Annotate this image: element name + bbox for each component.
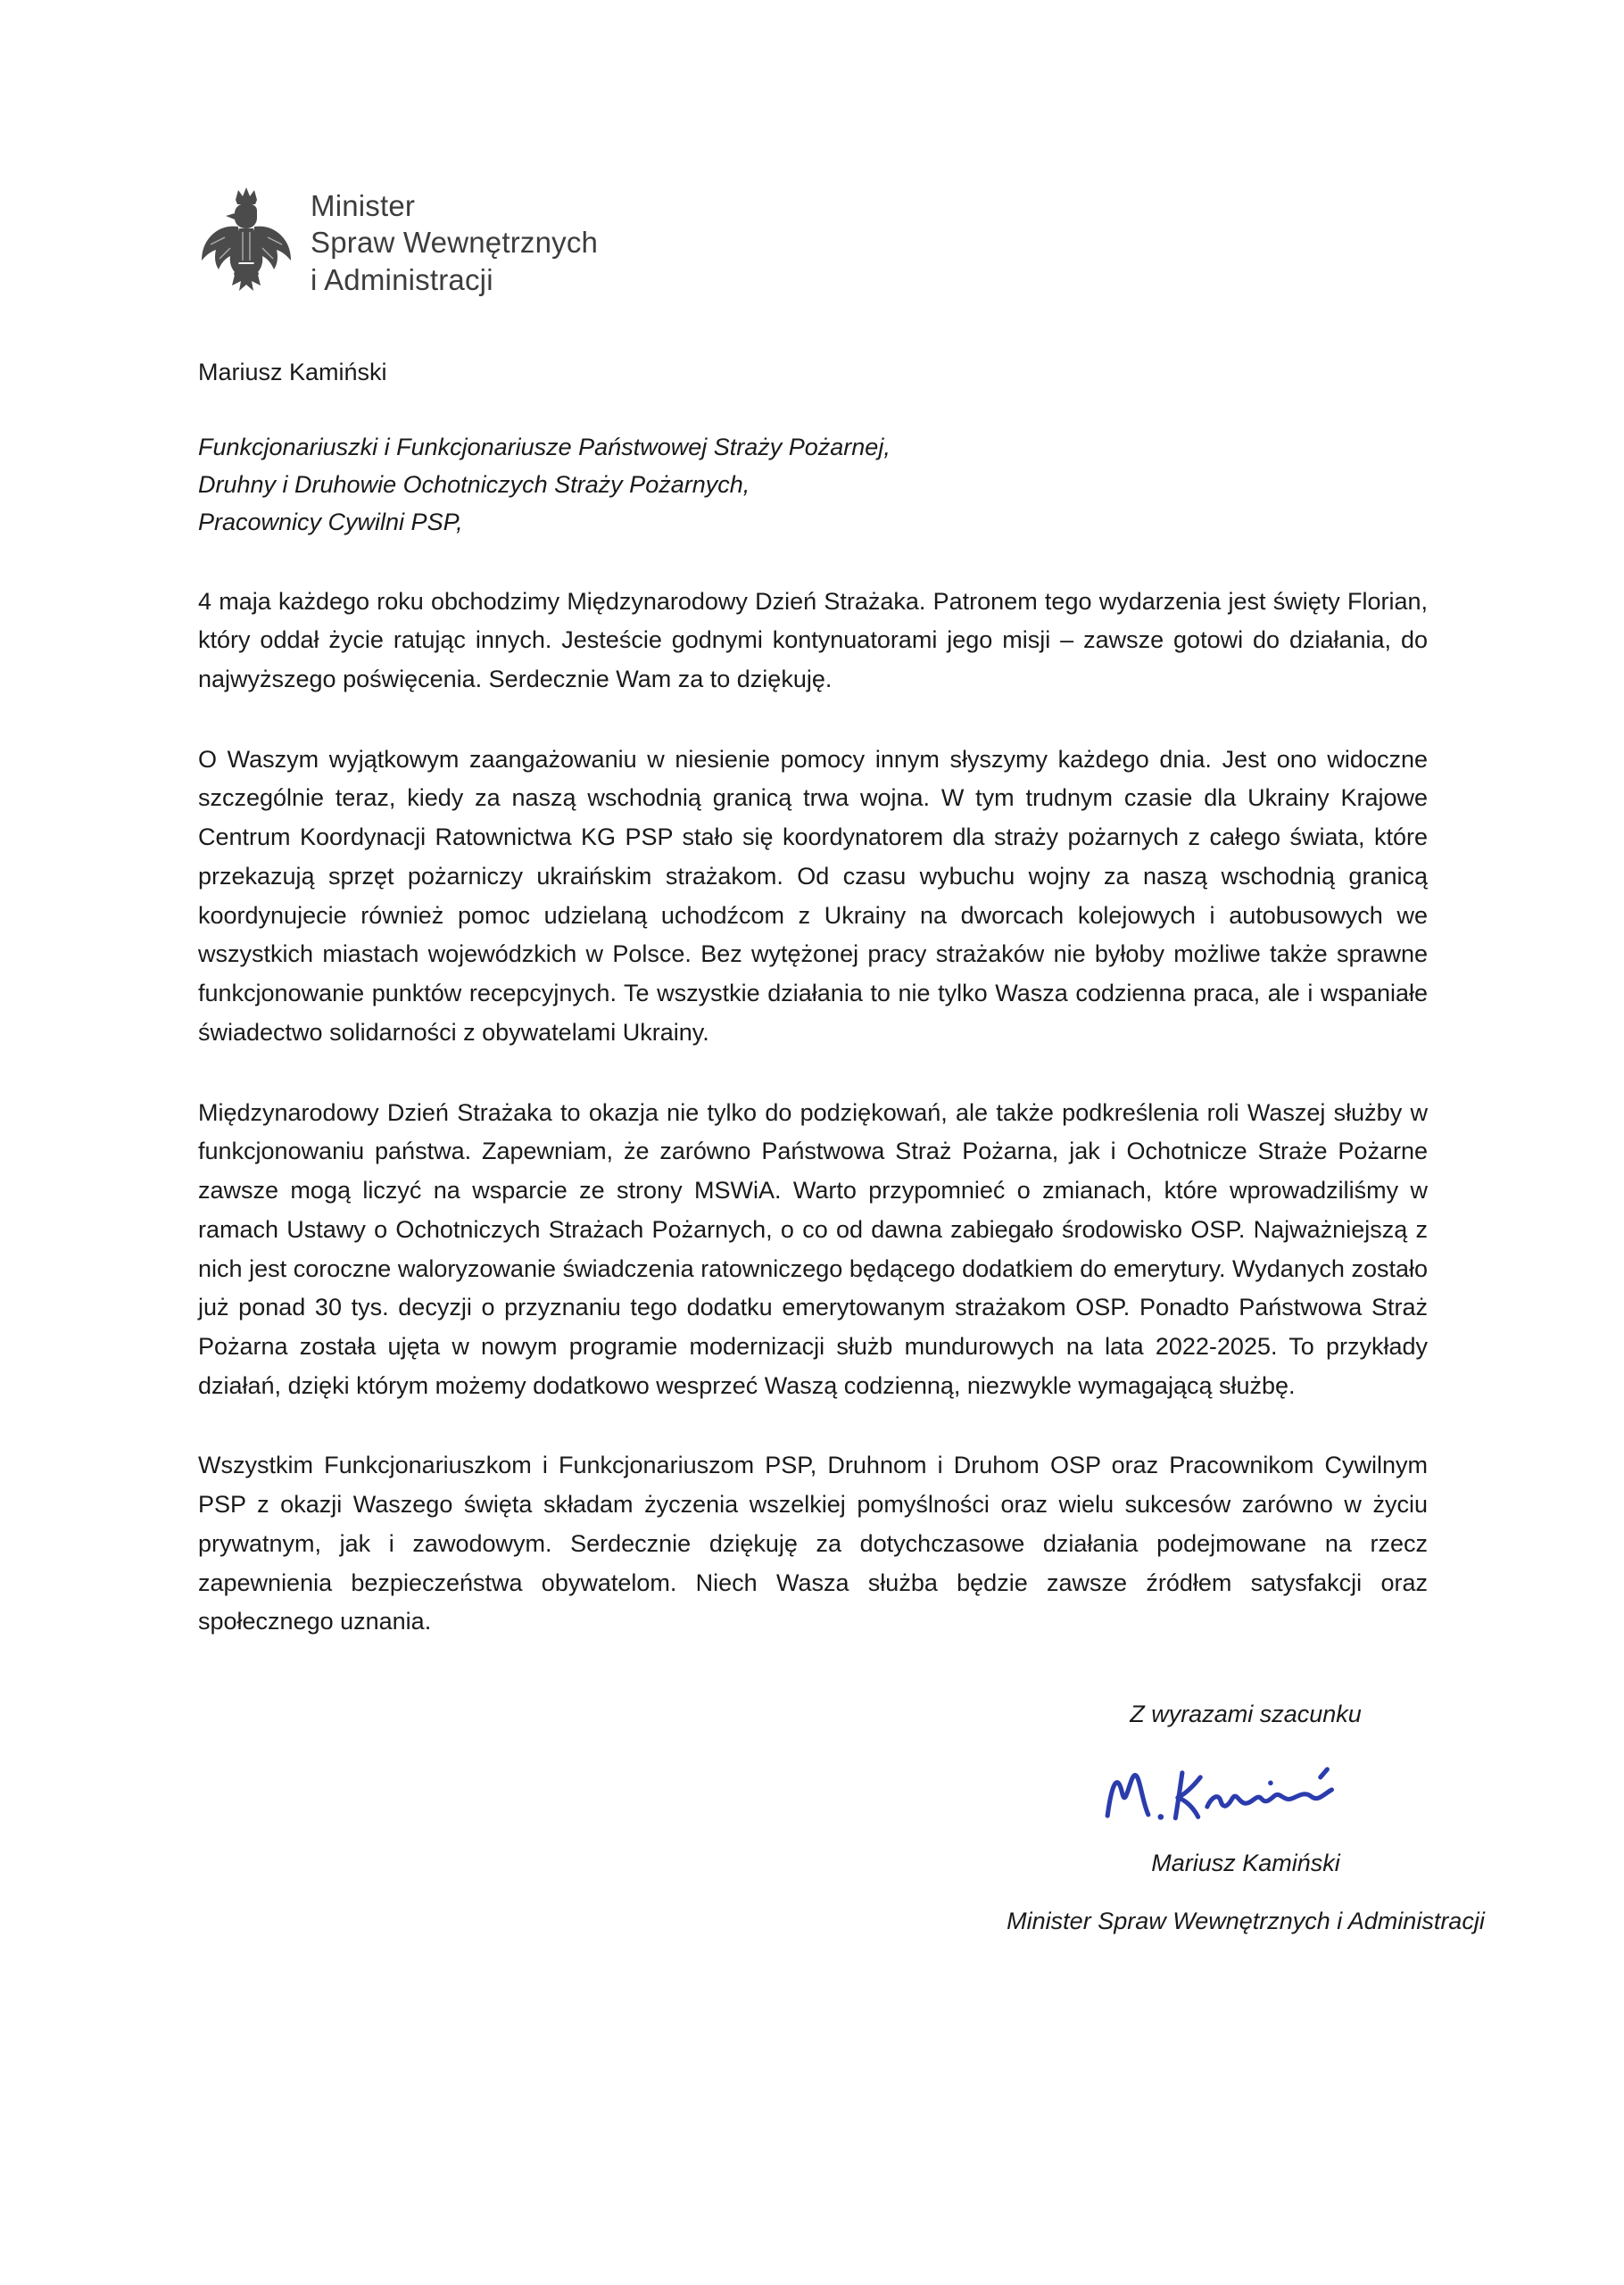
letter-paragraph-1: 4 maja każdego roku obchodzimy Międzynarodowy Dzień Strażaka. Patronem tego wydarzenia jest święty Florian, który oddał życie ratując innych. Jesteście godnymi kontynuatorami jego misji – zawsze gotowi do działania, do najwyższego poświęcenia. Serdecznie Wam za to dziękuję. xyxy=(198,587,1428,692)
salutation-line-2: Druhny i Druhowie Ochotniczych Straży Pożarnych, xyxy=(198,470,750,498)
handwritten-signature xyxy=(880,1751,1612,1837)
closing-phrase: Z wyrazami szacunku xyxy=(1130,1701,1362,1728)
salutation-line-3: Pracownicy Cywilni PSP, xyxy=(198,508,463,535)
salutation xyxy=(198,429,1428,542)
letter-paragraph-2: O Waszym wyjątkowym zaangażowaniu w niesienie pomocy innym słyszymy każdego dnia. Jest ono widoczne szczególnie teraz, kiedy za naszą wschodnią granicą trwa wojna. W tym trudnym czasie dla Ukrainy Krajowe Centrum Koordynacji Ratownictwa KG PSP stało się koordynatorem dla straży pożarnych z całego świata, które przekazują sprzęt pożarniczy ukraińskim strażakom. Od czasu wybuchu wojny za naszą wschodnią granicą koordynujecie również pomoc udzielaną uchodźcom z Ukrainy na dworcach kolejowych i autobusowych we wszystkich miastach wojewódzkich w Polsce. Bez wytężonej pracy strażaków nie byłoby możliwe także sprawne funkcjonowanie punktów recepcyjnych. Te wszystkie działania to nie tylko Wasza codzienna praca, ale i wspaniałe świadectwo solidarności z obywatelami Ukrainy. xyxy=(198,745,1428,1046)
letter-paragraph-3: Międzynarodowy Dzień Strażaka to okazja nie tylko do podziękowań, ale także podkreślenia roli Waszej służby w funkcjonowaniu państwa. Zapewniam, że zarówno Państwowa Straż Pożarna, jak i Ochotnicze Straże Pożarne zawsze mogą liczyć na wsparcie ze strony MSWiA. Warto przypomnieć o zmianach, które wprowadziliśmy w ramach Ustawy o Ochotniczych Strażach Pożarnych, o co od dawna zabiegało środowisko OSP. Najważniejszą z nich jest coroczne waloryzowanie świadczenia ratowniczego będącego dodatkiem do emerytury. Wydanych zostało już ponad 30 tys. decyzji o przyznaniu tego dodatku emerytowanym strażakom OSP. Ponadto Państwowa Straż Pożarna została ujęta w nowym programie modernizacji służb mundurowych na lata 2022-2025. To przykłady działań, dzięki którym możemy dodatkowo wesprzeć Waszą codzienną, niezwykle wymagającą służbę. xyxy=(198,1098,1428,1399)
ministry-title-line-3: i Administracji xyxy=(311,262,493,296)
polish-eagle-emblem-icon xyxy=(198,186,294,307)
ministry-title-line-1: Minister xyxy=(311,189,416,222)
ministry-title xyxy=(311,186,598,298)
closing-block xyxy=(880,1701,1612,1935)
letterhead xyxy=(198,186,1428,307)
sender-name: Mariusz Kamiński xyxy=(198,359,387,385)
ministry-title-line-2: Spraw Wewnętrznych xyxy=(311,226,599,260)
letter-paragraph-4: Wszystkim Funkcjonariuszkom i Funkcjonariuszom PSP, Druhnom i Druhom OSP oraz Pracownikom Cywilnym PSP z okazji Waszego święta składam życzenia wszelkiej pomyślności oraz wielu sukcesów zarówno w życiu prywatnym, jak i zawodowym. Serdecznie dziękuję za dotychczasowe działania podejmowane na rzecz zapewnienia bezpieczeństwa obywatelom. Niech Wasza służba będzie zawsze źródłem satysfakcji oraz społecznego uznania. xyxy=(198,1452,1428,1635)
signature-name: Mariusz Kamiński xyxy=(1151,1850,1340,1877)
signature-title: Minister Spraw Wewnętrznych i Administracji xyxy=(1007,1908,1485,1935)
salutation-line-1: Funkcjonariuszki i Funkcjonariusze Państwowej Straży Pożarnej, xyxy=(198,434,891,460)
